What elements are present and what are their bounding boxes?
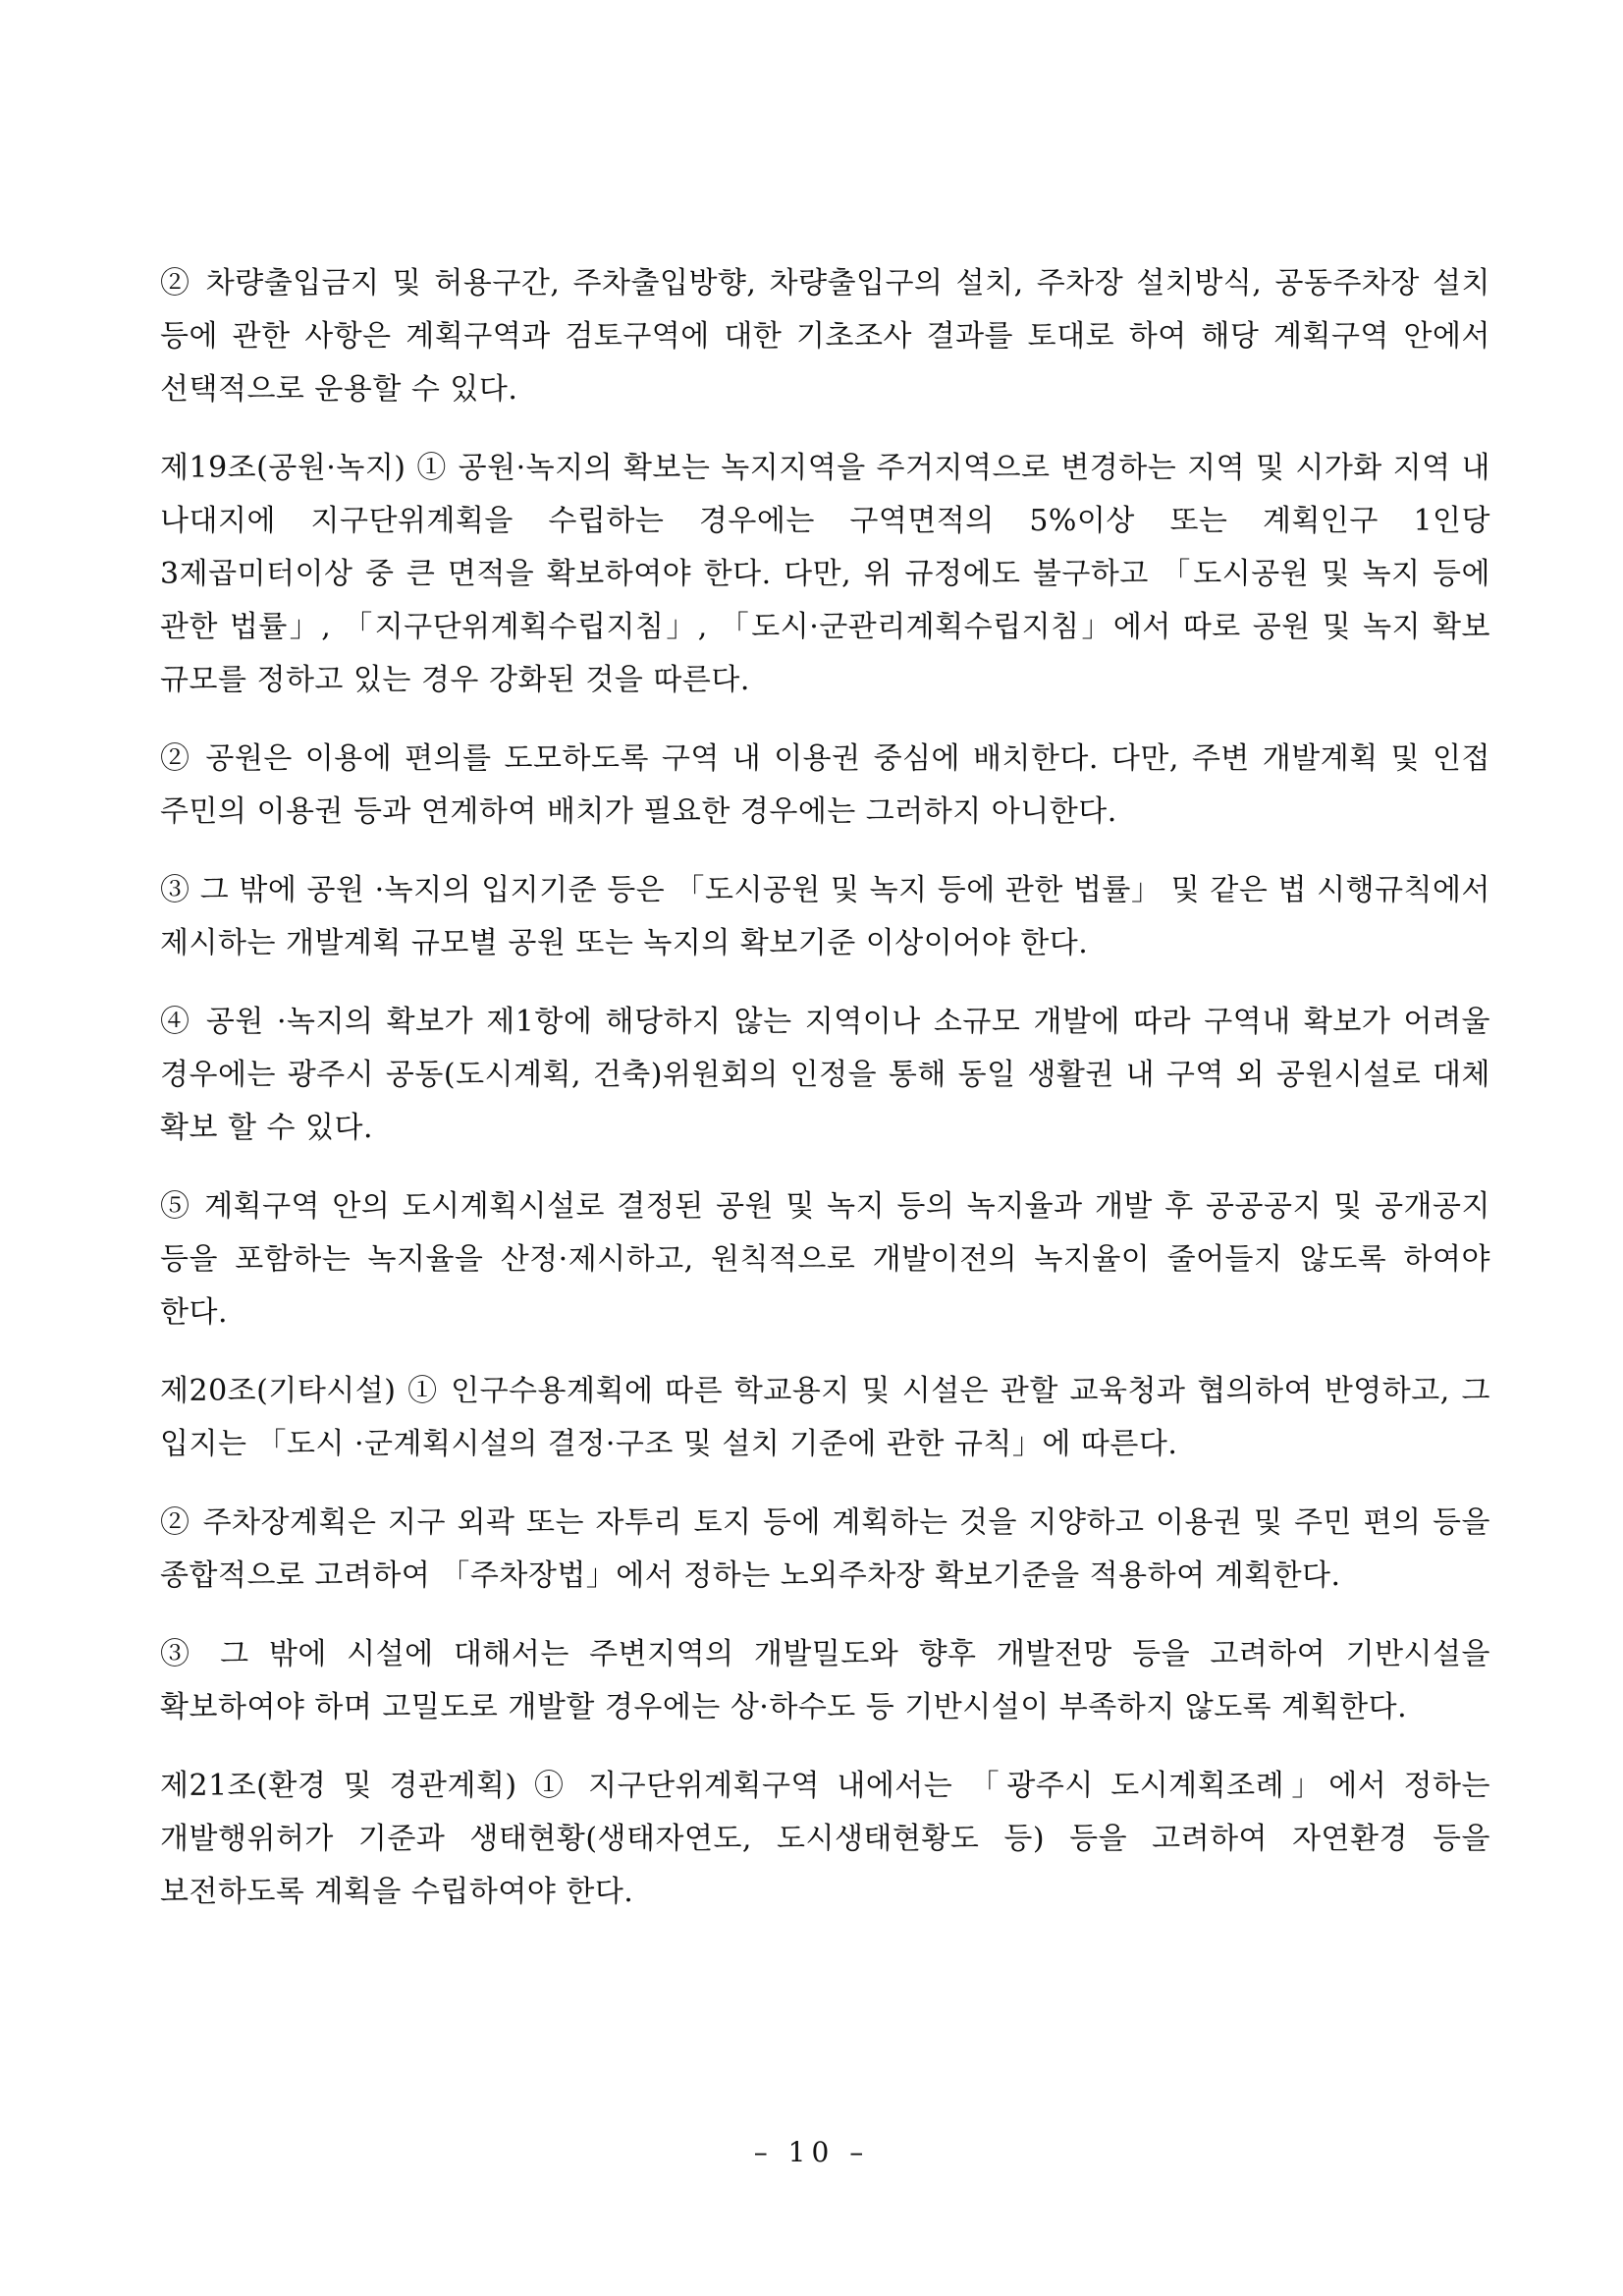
paragraph-article21-environment-landscape: 제21조(환경 및 경관계획) ① 지구단위계획구역 내에서는 「광주시 도시계획조례」에서 정하는 개발행위허가 기준과 생태현황(생태자연도, 도시생태현황도 등) 등을 고려하여 자연환경 등을 보전하도록 계획을 수립하여야 한다. [160, 1769, 1490, 1909]
paragraph-article20-clause3: ③ 그 밖에 시설에 대해서는 주변지역의 개발밀도와 향후 개발전망 등을 고려하여 기반시설을 확보하여야 하며 고밀도로 개발할 경우에는 상·하수도 등 기반시설이 부족하지 않도록 계획한다. [160, 1637, 1490, 1724]
paragraph-article20-other-facilities: 제20조(기타시설) ① 인구수용계획에 따른 학교용지 및 시설은 관할 교육청과 협의하여 반영하고, 그 입지는 「도시 ·군계획시설의 결정·구조 및 설치 기준에 관한 규칙」에 따른다. [160, 1374, 1490, 1461]
document-body [160, 257, 1490, 1944]
page-number: – 10 – [753, 2136, 870, 2168]
paragraph-article19-clause2: ② 공원은 이용에 편의를 도모하도록 구역 내 이용권 중심에 배치한다. 다만, 주변 개발계획 및 인접 주민의 이용권 등과 연계하여 배치가 필요한 경우에는 그러하지 아니한다. [160, 741, 1490, 829]
paragraph-article19-parks-green: 제19조(공원·녹지) ① 공원·녹지의 확보는 녹지지역을 주거지역으로 변경하는 지역 및 시가화 지역 내 나대지에 지구단위계획을 수립하는 경우에는 구역면적의 5%이상 또는 계획인구 1인당 3제곱미터이상 중 큰 면적을 확보하여야 한다. 다만, 위 규정에도 불구하고 「도시공원 및 녹지 등에 관한 법률」, 「지구단위계획수립지침」, 「도시·군관리계획수립지침」에서 따로 공원 및 녹지 확보 규모를 정하고 있는 경우 강화된 것을 따른다. [160, 451, 1490, 697]
paragraph-vehicle-access: ② 차량출입금지 및 허용구간, 주차출입방향, 차량출입구의 설치, 주차장 설치방식, 공동주차장 설치 등에 관한 사항은 계획구역과 검토구역에 대한 기초조사 결과를 토대로 하여 해당 계획구역 안에서 선택적으로 운용할 수 있다. [160, 266, 1490, 407]
paragraph-article19-clause5: ⑤ 계획구역 안의 도시계획시설로 결정된 공원 및 녹지 등의 녹지율과 개발 후 공공공지 및 공개공지 등을 포함하는 녹지율을 산정·제시하고, 원칙적으로 개발이전의 녹지율이 줄어들지 않도록 하여야 한다. [160, 1189, 1490, 1330]
paragraph-article20-clause2: ② 주차장계획은 지구 외곽 또는 자투리 토지 등에 계획하는 것을 지양하고 이용권 및 주민 편의 등을 종합적으로 고려하여 「주차장법」에서 정하는 노외주차장 확보기준을 적용하여 계획한다. [160, 1505, 1490, 1593]
paragraph-article19-clause4: ④ 공원 ·녹지의 확보가 제1항에 해당하지 않는 지역이나 소규모 개발에 따라 구역내 확보가 어려울 경우에는 광주시 공동(도시계획, 건축)위원회의 인정을 통해 동일 생활권 내 구역 외 공원시설로 대체 확보 할 수 있다. [160, 1005, 1490, 1145]
paragraph-article19-clause3: ③ 그 밖에 공원 ·녹지의 입지기준 등은 「도시공원 및 녹지 등에 관한 법률」 및 같은 법 시행규칙에서 제시하는 개발계획 규모별 공원 또는 녹지의 확보기준 이상이어야 한다. [160, 873, 1490, 960]
